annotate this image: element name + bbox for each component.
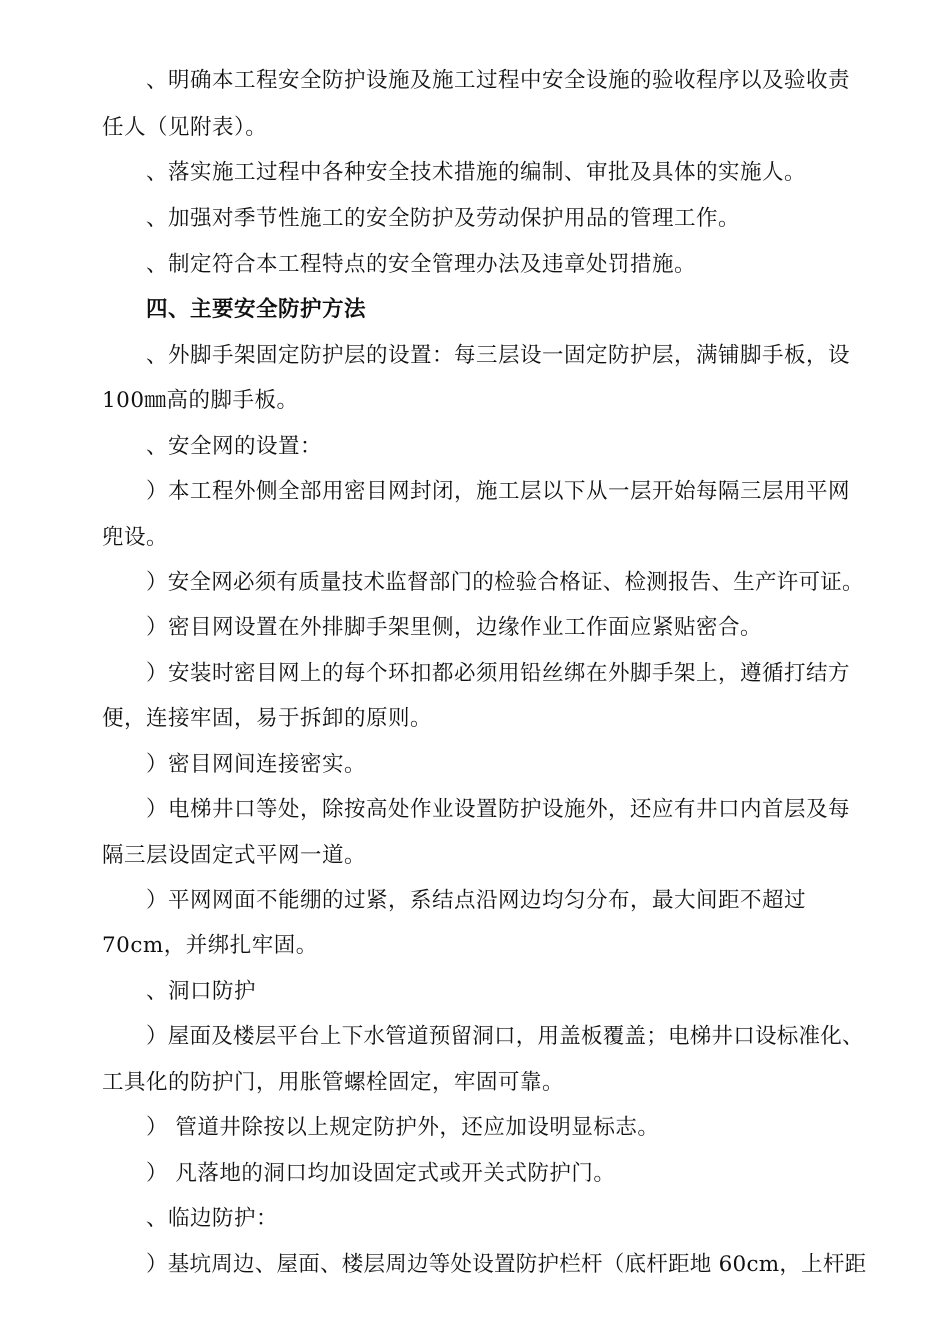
paragraph-line: ）电梯井口等处，除按高处作业设置防护设施外，还应有井口内首层及每	[146, 797, 851, 822]
paragraph-line: 、外脚手架固定防护层的设置：每三层设一固定防护层，满铺脚手板，设	[146, 343, 851, 368]
paragraph-line: 、明确本工程安全防护设施及施工过程中安全设施的验收程序以及验收责	[146, 68, 851, 93]
paragraph-line: 工具化的防护门，用胀管螺栓固定，牢固可靠。	[102, 1070, 565, 1095]
paragraph-line: ）屋面及楼层平台上下水管道预留洞口，用盖板覆盖；电梯井口设标准化、	[146, 1024, 864, 1049]
paragraph-line: 兜设。	[102, 525, 169, 550]
paragraph-line: ）平网网面不能绷的过紧，系结点沿网边均匀分布，最大间距不超过	[146, 888, 807, 913]
paragraph-line: 100㎜高的脚手板。	[102, 388, 299, 413]
paragraph-line: 、加强对季节性施工的安全防护及劳动保护用品的管理工作。	[146, 206, 741, 231]
paragraph-line: 70cm，并绑扎牢固。	[102, 933, 318, 958]
paragraph-line: 隔三层设固定式平网一道。	[102, 843, 367, 868]
paragraph-line: 、安全网的设置：	[146, 434, 323, 459]
paragraph-line: ） 管道井除按以上规定防护外，还应加设明显标志。	[146, 1115, 660, 1140]
paragraph-line: ）本工程外侧全部用密目网封闭，施工层以下从一层开始每隔三层用平网	[146, 479, 851, 504]
paragraph-line: 、落实施工过程中各种安全技术措施的编制、审批及具体的实施人。	[146, 160, 807, 185]
section-heading: 四、主要安全防护方法	[146, 297, 367, 322]
paragraph-line: 、临边防护：	[146, 1206, 279, 1231]
paragraph-line: ）安装时密目网上的每个环扣都必须用铅丝绑在外脚手架上，遵循打结方	[146, 661, 851, 686]
paragraph-line: ）密目网间连接密实。	[146, 752, 367, 777]
paragraph-line: 任人（见附表）。	[102, 115, 268, 140]
paragraph-line: ）安全网必须有质量技术监督部门的检验合格证、检测报告、生产许可证。	[146, 570, 864, 595]
paragraph-line: 、洞口防护	[146, 979, 257, 1004]
paragraph-line: 便，连接牢固，易于拆卸的原则。	[102, 706, 433, 731]
paragraph-line: 、制定符合本工程特点的安全管理办法及违章处罚措施。	[146, 252, 697, 277]
paragraph-line: ）密目网设置在外排脚手架里侧，边缘作业工作面应紧贴密合。	[146, 615, 763, 640]
paragraph-line: ）基坑周边、屋面、楼层周边等处设置防护栏杆（底杆距地 60cm，上杆距	[146, 1252, 867, 1277]
paragraph-line: ） 凡落地的洞口均加设固定式或开关式防护门。	[146, 1161, 616, 1186]
